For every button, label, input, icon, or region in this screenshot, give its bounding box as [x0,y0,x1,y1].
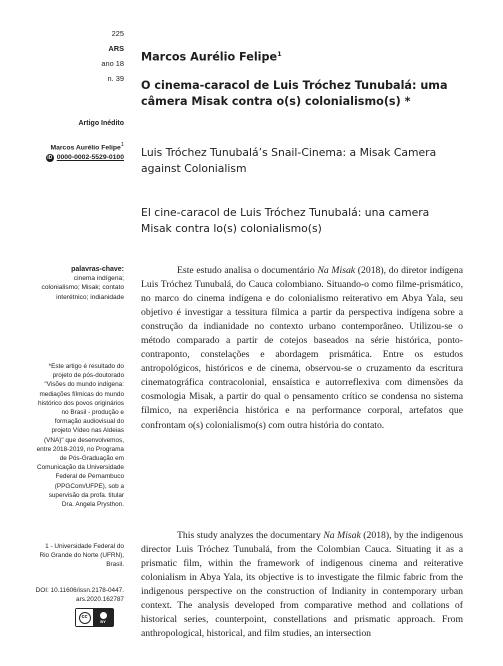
sidebar-author-name: Marcos Aurélio Felipe [50,144,121,152]
note-line: *Este artigo é resultado do [48,363,124,370]
author-heading [141,50,463,64]
affiliation-line: Rio Grande do Norte (UFRN), [39,552,124,560]
affiliation-line: Brasil. [106,561,124,569]
keyword-line: cinema indígena; [73,275,124,283]
doi [0,586,124,604]
title-spanish: El cine-caracol de Luis Tróchez Tunubalá: una camera Misak contra lo(s) colonialismo(s) [141,206,430,235]
author-sup: 1 [277,50,282,58]
keyword-line: interétnico; indianidade [56,293,124,301]
article-note [0,362,124,509]
doi-line[interactable]: DOI: 10.11606/issn.2178-0447. [35,587,124,594]
journal-name: ARS [108,44,124,53]
title-portuguese: O cinema-caracol de Luis Tróchez Tunubalá: uma câmera Misak contra o(s) colonialismo(s) * [141,79,448,108]
note-line: "Visões do mundo indígena: [44,381,124,389]
journal-meta [0,26,124,86]
author-name: Marcos Aurélio Felipe [141,50,278,64]
section-label: Artigo Inédito [78,120,124,127]
note-line: mediações fílmicas do mundo [39,390,124,398]
title-english: Luis Tróchez Tunubalá’s Snail-Cinema: a Misak Camera against Colonialism [141,146,437,175]
note-line: projeto Vídeo nas Aldeias [51,427,124,435]
note-line: histórico dos povos originários [38,399,124,407]
note-line: (PPGCom/UFPE), sob a [54,482,124,490]
cc-icon: cc [79,612,91,624]
journal-issue: n. 39 [107,74,124,83]
note-line: projeto de pós-doutorado [52,372,124,380]
keyword-line: colonialismo; Misak; contato [41,284,124,292]
orcid-row [0,153,124,163]
keywords-block [0,265,124,302]
film-title: Na Misak [323,530,361,541]
note-line: Dra. Angela Prysthon. [61,501,124,509]
affiliation [0,542,124,570]
abstract-english: This study analyzes the documentary Na Misak (2018), by the indigenous director Luis Tróchez Tunubalá, from the Colombian Cauca. Situating it as a prismatic film, within the framework of indigenous cinema and reiterative colonialism in Abya Yala, its objective is to investigate the filmic fabric from the indigenous perspective on the construction of Indianity in contemporary urban context. The analysis developed from comparative method and collations of historical series, counterpoint, constellations and prismatic approach. From anthropological, historical, and film studies, an intersection [141,530,463,640]
note-line: no Brasil - produção e [61,409,124,417]
cc-license-badge[interactable] [75,608,114,627]
journal-year: ano 18 [101,59,124,68]
sidebar-author [0,140,124,163]
page-number: 225 [111,29,124,38]
orcid-icon: iD [47,155,53,162]
note-line: supervisão da profa. titular [48,491,124,499]
film-title: Na Misak [317,265,356,276]
note-line: formação audiovisual do [54,418,124,426]
affiliation-line: 1 - Universidade Federal do [45,543,124,550]
note-line: Comunicação da Universidade [36,464,124,472]
sidebar-author-sup: 1 [120,142,124,148]
keywords-heading: palavras-chave: [71,266,124,273]
note-line: de Pós-Graduação em [59,455,124,463]
orcid-link[interactable]: 0000-0002-5529-0100 [56,154,124,162]
abstract-portuguese: Este estudo analisa o documentário Na Misak (2018), do diretor indígena Luis Tróchez Tunubalá, do Cauca colombiano. Situando-o como filme-prismático, no marco do cinema indígena e do colonialismo reiterativo em Abya Yala, seu objetivo é investigar a tessitura fílmica a partir da perspectiva indígena sobre a construção da indianidade no contexto urbano contemporâneo. Utilizou-se o método comparado a partir de cotejos baseados na série histórica, ponto-contraponto, constelações e abordagem prismática. Entre os estudos antropológicos, históricos e de cinema, observou-se o cruzamento da escritura cinematográfica contracolonial, ensaística e autorreflexiva com dimensões da cosmologia Misak, a partir do qual o pensamento crítico se condensa no sistema fílmico, na experiência histórica e na performance corporal, artefatos que confrontam o(s) colonialismo(s) com outra história do contato. [141,265,463,431]
by-label: BY [100,618,106,624]
note-line: Federal de Pernambuco [55,473,124,481]
person-icon [100,612,107,619]
note-line: entre 2018-2019, no Programa [36,445,124,453]
note-line: (VNA)" que desenvolvemos, [43,436,124,444]
doi-line[interactable]: ars.2020.162787 [76,596,124,604]
